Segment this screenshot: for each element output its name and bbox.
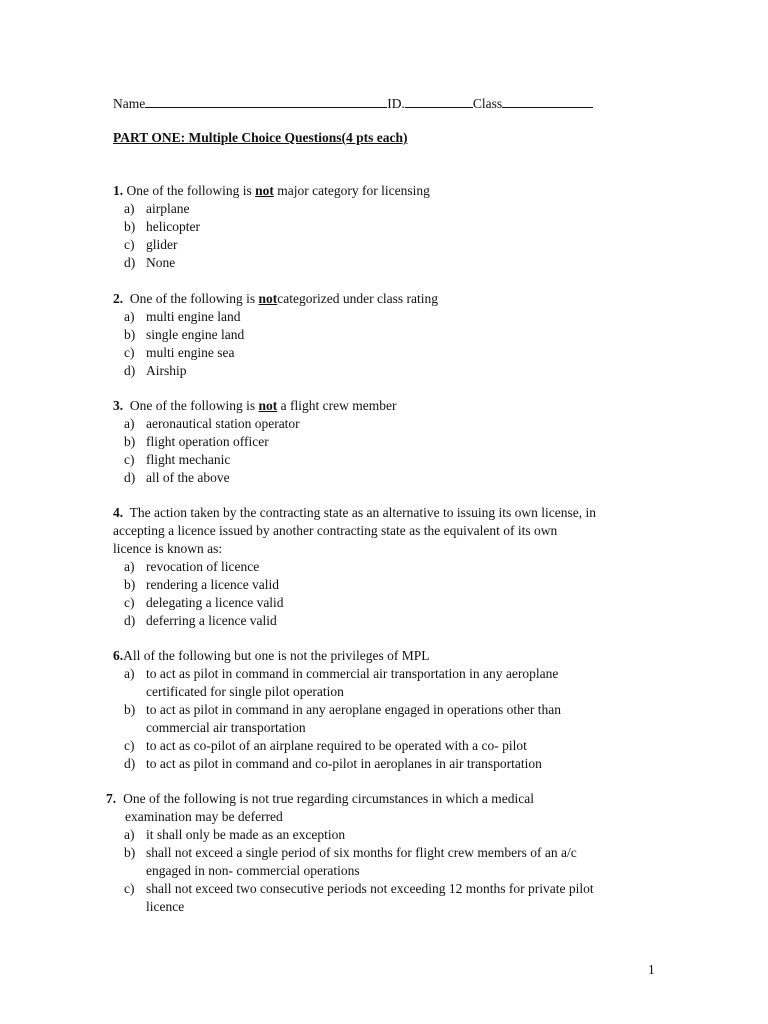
option-text-continued: licence <box>146 899 185 914</box>
option-d[interactable] <box>113 755 673 773</box>
name-label: Name <box>113 96 146 111</box>
option-text: rendering a licence valid <box>146 577 280 592</box>
option-text-continued: certificated for single pilot operation <box>146 684 344 699</box>
option-text: to act as pilot in command in any aeroplane engaged in operations other than <box>146 702 561 717</box>
class-label: Class <box>472 96 503 111</box>
option-letter: b) <box>124 434 136 449</box>
option-letter: a) <box>124 666 135 681</box>
option-c[interactable] <box>113 451 673 469</box>
options-list <box>113 665 673 773</box>
option-text: multi engine land <box>146 309 241 324</box>
stem-emphasis: not <box>255 183 274 198</box>
question-6 <box>113 647 673 773</box>
question-stem-continued: licence is known as: <box>113 541 223 556</box>
stem-text: categorized under class rating <box>277 291 439 306</box>
question-number: 2. <box>113 291 124 306</box>
question-4 <box>113 504 673 630</box>
question-7 <box>106 790 666 916</box>
option-letter: c) <box>124 595 135 610</box>
question-stem <box>113 290 673 308</box>
option-letter: d) <box>124 613 136 628</box>
options-list <box>113 200 673 272</box>
option-letter: a) <box>124 416 135 431</box>
option-text: delegating a licence valid <box>146 595 284 610</box>
option-text: multi engine sea <box>146 345 235 360</box>
question-2 <box>113 290 673 380</box>
option-letter: a) <box>124 559 135 574</box>
stem-emphasis: not <box>258 291 278 306</box>
option-letter: b) <box>124 219 136 234</box>
question-stem <box>113 182 673 200</box>
question-stem-continued: accepting a licence issued by another contracting state as the equivalent of its own <box>113 523 558 538</box>
option-letter: d) <box>124 470 136 485</box>
option-text: aeronautical station operator <box>146 416 300 431</box>
option-letter: c) <box>124 237 135 252</box>
question-stem <box>113 647 673 665</box>
options-list <box>113 558 673 630</box>
option-text: shall not exceed two consecutive periods not exceeding 12 months for private pilot <box>146 881 594 896</box>
stem-text: The action taken by the contracting state as an alternative to issuing its own license, in <box>123 505 596 520</box>
option-letter: b) <box>124 845 136 860</box>
question-number: 7. <box>106 791 117 806</box>
option-c[interactable] <box>113 737 673 755</box>
question-number: 4. <box>113 505 124 520</box>
name-blank[interactable] <box>145 93 387 108</box>
option-letter: c) <box>124 738 135 753</box>
option-text-continued: engaged in non- commercial operations <box>146 863 360 878</box>
part-one-title: PART ONE: Multiple Choice Questions(4 pts each) <box>113 130 408 145</box>
stem-text: major category for licensing <box>273 183 430 198</box>
option-c[interactable] <box>113 880 666 916</box>
option-b[interactable] <box>113 576 673 594</box>
option-letter: d) <box>124 756 136 771</box>
question-stem <box>106 790 666 808</box>
option-d[interactable] <box>113 254 673 272</box>
option-text: helicopter <box>146 219 200 234</box>
question-stem-continued: examination may be deferred <box>125 809 283 824</box>
option-text-continued: commercial air transportation <box>146 720 306 735</box>
stem-text: a flight crew member <box>277 398 397 413</box>
option-letter: a) <box>124 201 135 216</box>
option-text: shall not exceed a single period of six months for flight crew members of an a/c <box>146 845 577 860</box>
option-a[interactable] <box>113 200 673 218</box>
options-list <box>113 308 673 380</box>
question-number: 6. <box>113 648 124 663</box>
option-a[interactable] <box>113 415 673 433</box>
options-list <box>113 415 673 487</box>
question-number: 3. <box>113 398 124 413</box>
option-b[interactable] <box>113 701 673 737</box>
option-text: to act as co-pilot of an airplane required to be operated with a co- pilot <box>146 738 527 753</box>
option-b[interactable] <box>113 844 666 880</box>
question-number: 1. <box>113 183 124 198</box>
option-letter: c) <box>124 345 135 360</box>
option-c[interactable] <box>113 344 673 362</box>
option-text: deferring a licence valid <box>146 613 277 628</box>
option-text: it shall only be made as an exception <box>146 827 346 842</box>
id-label: ID. <box>387 96 405 111</box>
option-c[interactable] <box>113 594 673 612</box>
stem-text: One of the following is <box>123 398 259 413</box>
option-text: single engine land <box>146 327 245 342</box>
options-list <box>113 826 666 916</box>
student-info-line <box>113 93 593 112</box>
question-stem <box>113 397 673 415</box>
class-blank[interactable] <box>502 93 593 108</box>
option-text: flight mechanic <box>146 452 231 467</box>
option-letter: c) <box>124 881 135 896</box>
option-text: revocation of licence <box>146 559 260 574</box>
option-letter: b) <box>124 702 136 717</box>
option-a[interactable] <box>113 558 673 576</box>
option-letter: d) <box>124 363 136 378</box>
option-letter: c) <box>124 452 135 467</box>
option-d[interactable] <box>113 469 673 487</box>
option-text: Airship <box>146 363 187 378</box>
option-b[interactable] <box>113 326 673 344</box>
option-text: glider <box>146 237 178 252</box>
question-1 <box>113 182 673 272</box>
option-text: airplane <box>146 201 190 216</box>
id-blank[interactable] <box>405 93 473 108</box>
option-text: all of the above <box>146 470 230 485</box>
option-c[interactable] <box>113 236 673 254</box>
question-stem <box>113 504 673 522</box>
option-letter: a) <box>124 309 135 324</box>
option-text: None <box>146 255 176 270</box>
option-d[interactable] <box>113 612 673 630</box>
option-letter: d) <box>124 255 136 270</box>
stem-text: One of the following is not true regarding circumstances in which a medical <box>123 791 534 806</box>
stem-emphasis: not <box>258 398 278 413</box>
stem-text: One of the following is <box>123 291 259 306</box>
option-b[interactable] <box>113 433 673 451</box>
page-number: 1 <box>648 962 655 977</box>
option-b[interactable] <box>113 218 673 236</box>
option-text: to act as pilot in command and co-pilot in aeroplanes in air transportation <box>146 756 542 771</box>
option-letter: b) <box>124 327 136 342</box>
question-3 <box>113 397 673 487</box>
option-d[interactable] <box>113 362 673 380</box>
option-a[interactable] <box>113 665 673 701</box>
stem-text: One of the following is <box>123 183 256 198</box>
stem-text: All of the following but one is not the privileges of MPL <box>123 648 430 663</box>
option-a[interactable] <box>113 826 666 844</box>
option-text: to act as pilot in command in commercial air transportation in any aeroplane <box>146 666 559 681</box>
option-letter: a) <box>124 827 135 842</box>
option-a[interactable] <box>113 308 673 326</box>
option-letter: b) <box>124 577 136 592</box>
option-text: flight operation officer <box>146 434 269 449</box>
